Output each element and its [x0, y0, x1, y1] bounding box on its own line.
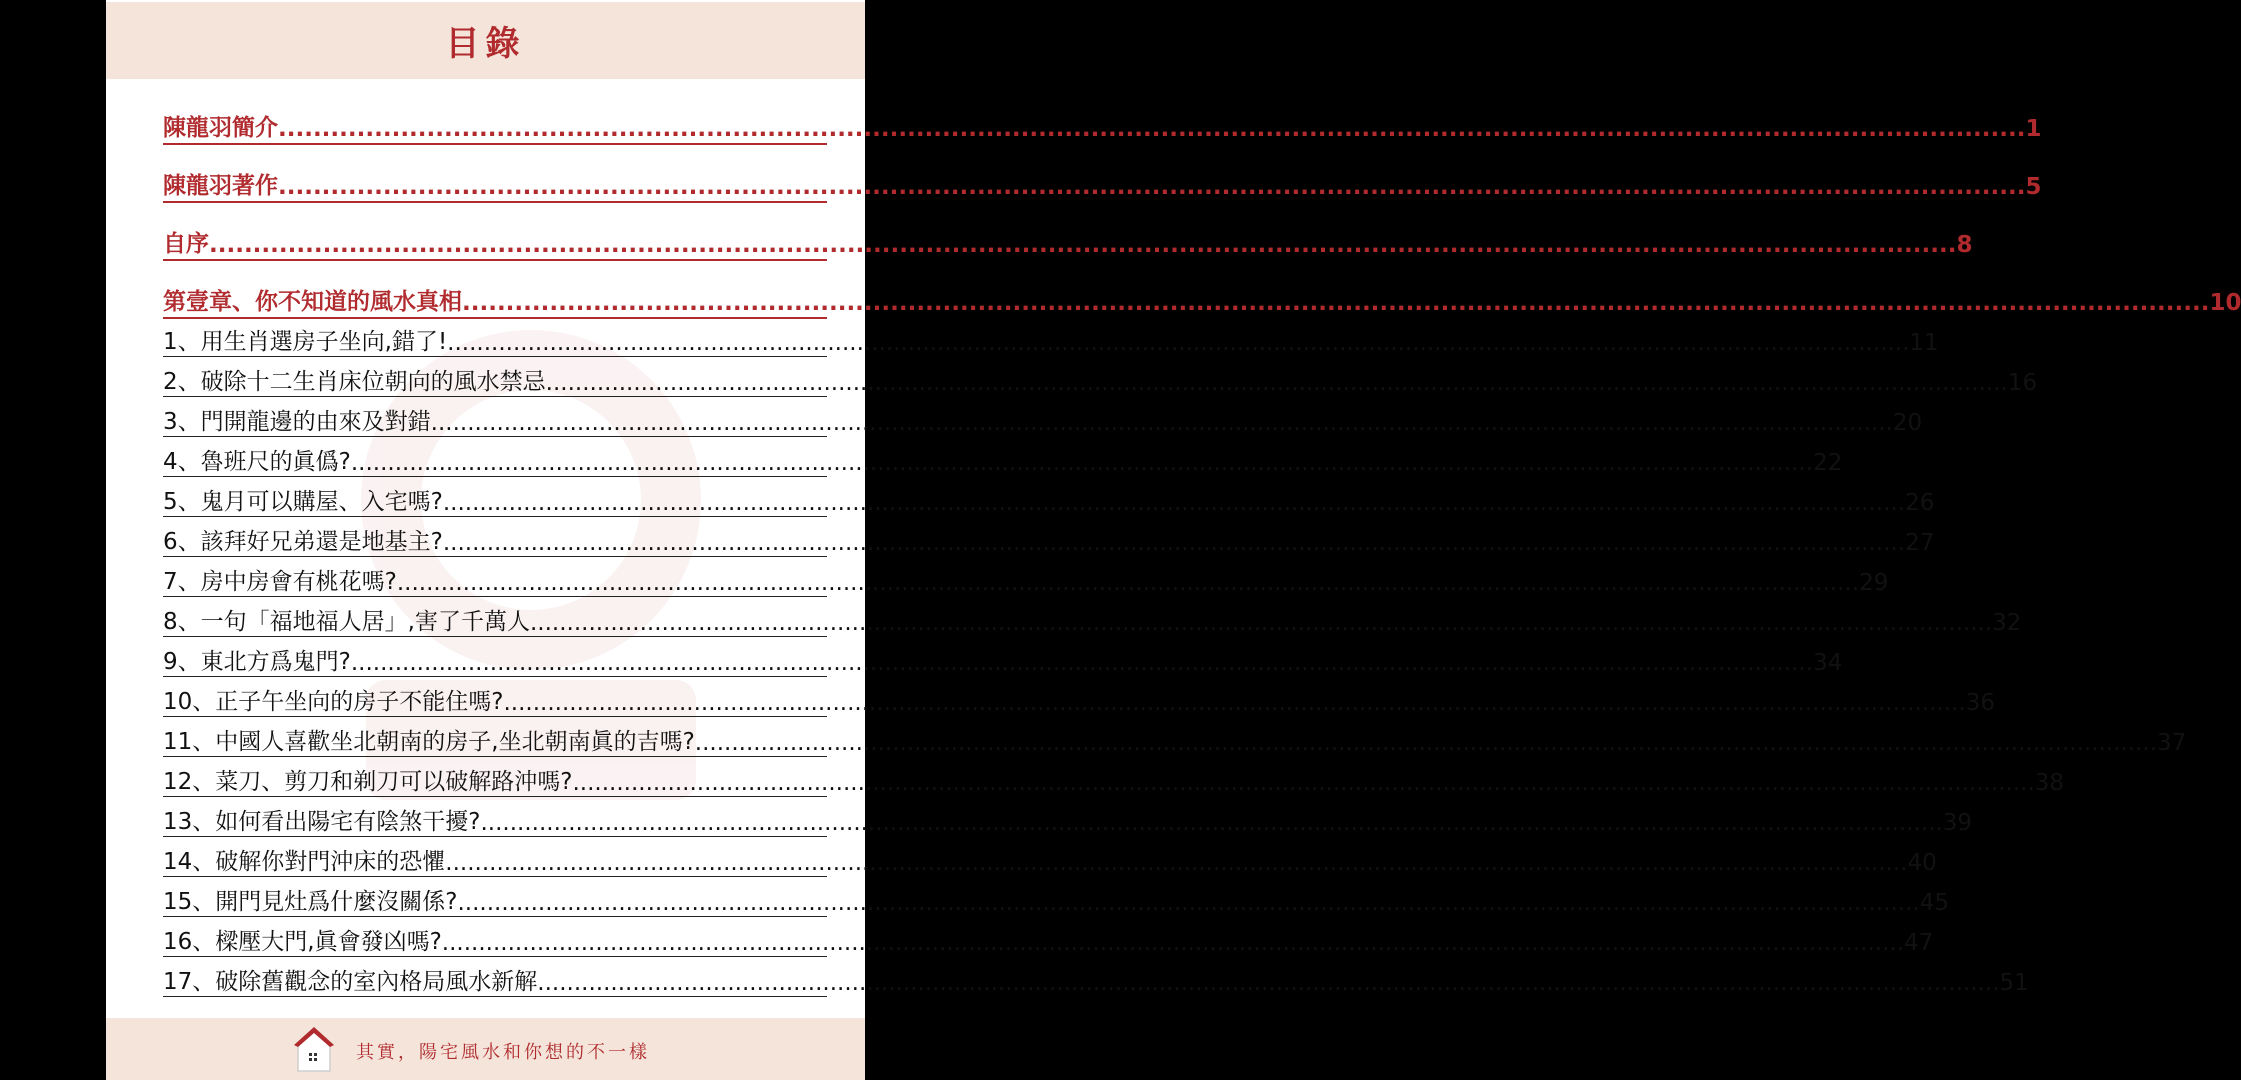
toc-entry-label: 17、破除舊觀念的室內格局風水新解 — [163, 969, 538, 995]
toc-page-number: 34 — [1813, 650, 1843, 676]
toc-leader-dots: ........................................................................................................................................................................................................ — [430, 410, 1893, 436]
toc-section-entry[interactable] — [163, 484, 1935, 517]
toc-section-entry[interactable] — [163, 844, 1937, 877]
toc-major-entry[interactable] — [163, 226, 1973, 261]
toc-entry-label: 12、菜刀、剪刀和剃刀可以破解路沖嗎? — [163, 769, 573, 795]
toc-section-entry[interactable] — [163, 364, 2038, 397]
toc-entry-label: 13、如何看出陽宅有陰煞干擾? — [163, 809, 481, 835]
toc-leader-dots: ........................................................................................................................................................................................................ — [503, 690, 1966, 716]
toc-page-number: 20 — [1892, 410, 1923, 436]
toc-leader-dots: ........................................................................................................................................................................................................ — [694, 730, 2158, 756]
toc-page-number: 37 — [2157, 730, 2187, 756]
toc-leader-dots: ........................................................................................................................................................................................................ — [537, 970, 2000, 996]
toc-entry-label: 7、房中房會有桃花嗎? — [163, 569, 397, 595]
toc-section-entry[interactable] — [163, 804, 1972, 837]
toc-entry-label: 6、該拜好兄弟還是地基主? — [163, 529, 443, 555]
toc-page-number: 38 — [2034, 770, 2064, 796]
toc-leader-dots: ........................................................................................................................................................................................................ — [572, 770, 2035, 796]
footer-band — [106, 1018, 865, 1080]
toc-entry-label: 14、破解你對門沖床的恐懼 — [163, 849, 446, 875]
toc-section-entry[interactable] — [163, 724, 2187, 757]
footer-tagline: 其實，陽宅風水和你想的不一樣 — [356, 1042, 650, 1063]
toc-page-number: 47 — [1904, 930, 1934, 956]
toc-section-entry[interactable] — [163, 964, 2029, 997]
toc-entry-label: 1、用生肖選房子坐向,錯了! — [163, 329, 448, 355]
toc-section-entry[interactable] — [163, 684, 1995, 717]
toc-leader-dots: ........................................................................................................................................................................................................ — [545, 370, 2008, 396]
toc-page-number: 45 — [1919, 890, 1949, 916]
toc-leader-dots: ........................................................................................................................................................................................................ — [457, 890, 1920, 916]
toc-leader-dots: ........................................................................................................................................................................................................ — [278, 174, 2026, 200]
toc-entry-label: 自序 — [163, 231, 209, 257]
toc-entry-label: 10、正子午坐向的房子不能住嗎? — [163, 689, 504, 715]
toc-leader-dots: ........................................................................................................................................................................................................ — [278, 116, 2026, 142]
toc-page-number: 27 — [1905, 530, 1935, 556]
toc-page-number: 29 — [1859, 570, 1889, 596]
toc-section-entry[interactable] — [163, 644, 1843, 677]
toc-page-number: 22 — [1813, 450, 1843, 476]
toc-leader-dots: ........................................................................................................................................................................................................ — [480, 810, 1943, 836]
toc-page-number: 16 — [2007, 370, 2038, 396]
document-page — [106, 0, 2241, 1080]
toc-leader-dots: ........................................................................................................................................................................................................ — [441, 930, 1905, 956]
toc-page-number: 8 — [1956, 232, 1973, 258]
page-title: 目錄 — [445, 24, 526, 64]
toc-major-entry[interactable] — [163, 110, 2042, 145]
toc-entry-label: 8、一句「福地福人居」,害了千萬人 — [163, 609, 530, 635]
toc-page-number: 39 — [1942, 810, 1972, 836]
toc-leader-dots: ........................................................................................................................................................................................................ — [350, 450, 1814, 476]
toc-section-entry[interactable] — [163, 884, 1949, 917]
toc-entry-label: 11、中國人喜歡坐北朝南的房子,坐北朝南眞的吉嗎? — [163, 729, 695, 755]
toc-entry-label: 15、開門見灶爲什麼沒關係? — [163, 889, 458, 915]
toc-entry-label: 陳龍羽著作 — [163, 173, 278, 199]
house-icon — [292, 1023, 336, 1075]
toc-leader-dots: ........................................................................................................................................................................................................ — [529, 610, 1993, 636]
toc-entry-label: 9、東北方爲鬼門? — [163, 649, 351, 675]
toc-page-number: 10 — [2209, 290, 2241, 316]
toc-section-entry[interactable] — [163, 524, 1935, 557]
toc-entry-label: 5、鬼月可以購屋、入宅嗎? — [163, 489, 443, 515]
toc-leader-dots: ........................................................................................................................................................................................................ — [445, 850, 1908, 876]
toc-major-entry[interactable] — [163, 168, 2042, 203]
toc-leader-dots: ........................................................................................................................................................................................................ — [442, 530, 1906, 556]
toc-page-number: 36 — [1965, 690, 1995, 716]
toc-page-number: 40 — [1907, 850, 1937, 876]
toc-page-number: 1 — [2025, 116, 2042, 142]
toc-section-entry[interactable] — [163, 564, 1889, 597]
toc-major-entry[interactable] — [163, 284, 2241, 319]
toc-entry-label: 陳龍羽簡介 — [163, 115, 278, 141]
toc-section-entry[interactable] — [163, 924, 1934, 957]
toc-leader-dots: ........................................................................................................................................................................................................ — [442, 490, 1906, 516]
toc-section-entry[interactable] — [163, 764, 2064, 797]
toc-section-entry[interactable] — [163, 324, 1939, 357]
header-band — [106, 2, 865, 79]
toc-entry-label: 4、魯班尺的眞僞? — [163, 449, 351, 475]
toc-entry-label: 第壹章、你不知道的風水真相 — [163, 289, 462, 315]
toc-entry-label: 3、門開龍邊的由來及對錯 — [163, 409, 431, 435]
toc-leader-dots: ........................................................................................................................................................................................................ — [462, 290, 2210, 316]
toc-page-number: 11 — [1909, 330, 1939, 356]
toc-section-entry[interactable] — [163, 444, 1843, 477]
toc-leader-dots: ........................................................................................................................................................................................................ — [209, 232, 1957, 258]
toc-section-entry[interactable] — [163, 604, 2022, 637]
toc-page-number: 5 — [2025, 174, 2042, 200]
toc-leader-dots: ........................................................................................................................................................................................................ — [396, 570, 1860, 596]
toc-page-number: 26 — [1905, 490, 1935, 516]
toc-entry-label: 2、破除十二生肖床位朝向的風水禁忌 — [163, 369, 546, 395]
toc-section-entry[interactable] — [163, 404, 1923, 437]
toc-page-number: 51 — [1999, 970, 2029, 996]
toc-leader-dots: ........................................................................................................................................................................................................ — [350, 650, 1814, 676]
toc-page-number: 32 — [1992, 610, 2022, 636]
toc-entry-label: 16、樑壓大門,眞會發凶嗎? — [163, 929, 442, 955]
toc-leader-dots: ........................................................................................................................................................................................................ — [447, 330, 1910, 356]
